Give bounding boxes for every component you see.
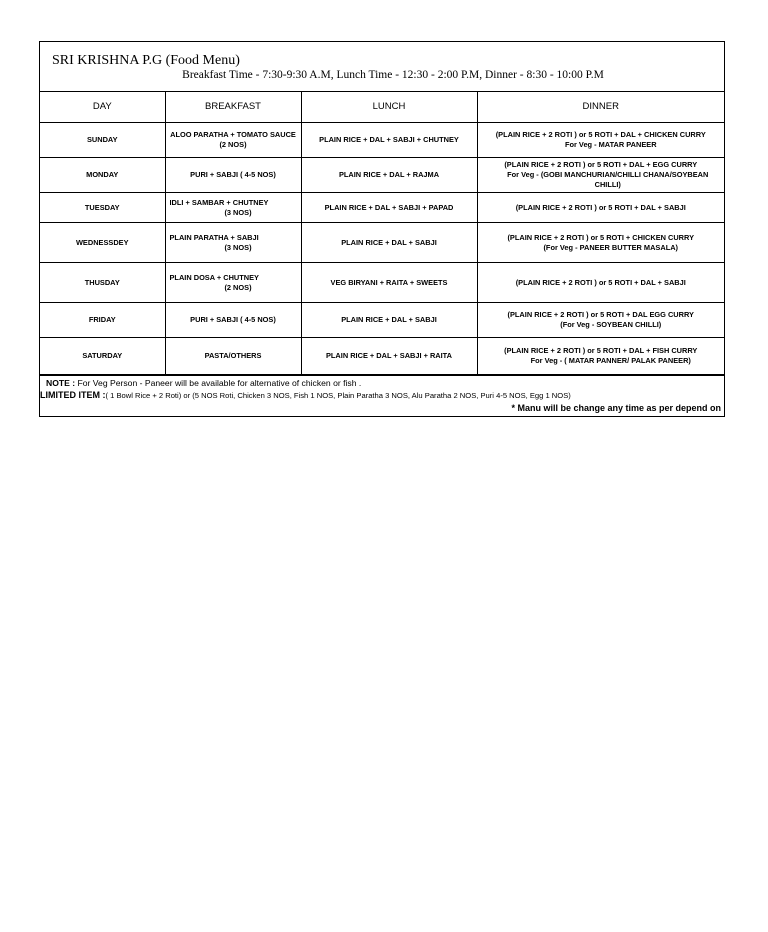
- dinner-veg: (For Veg - PANEER BUTTER MASALA): [543, 242, 679, 252]
- breakfast-cell: PURI + SABJI ( 4-5 NOS): [165, 158, 301, 193]
- dinner-cell: (PLAIN RICE + 2 ROTI ) or 5 ROTI + DAL + SABJI: [477, 193, 724, 223]
- table-row: [40, 193, 724, 223]
- breakfast-item: IDLI + SAMBAR + CHUTNEY: [169, 197, 269, 207]
- veg-note: [40, 377, 724, 389]
- day-cell: TUESDAY: [40, 193, 165, 223]
- dinner-veg: For Veg - ( MATAR PANNER/ PALAK PANEER): [530, 356, 691, 365]
- menu-footer: [40, 375, 724, 416]
- dinner-cell: (PLAIN RICE + 2 ROTI ) or 5 ROTI + DAL + SABJI: [477, 263, 724, 303]
- table-row: [40, 223, 724, 263]
- dinner-cell: [477, 123, 724, 158]
- breakfast-qty: (2 NOS): [224, 282, 252, 292]
- day-cell: WEDNESSDEY: [40, 223, 165, 263]
- table-row: [40, 303, 724, 338]
- limited-text: ( 1 Bowl Rice + 2 Roti) or (5 NOS Roti, Chicken 3 NOS, Fish 1 NOS, Plain Paratha 3 NOS, Alu Paratha 2 NOS, Puri 4-5 NOS, Egg 1 NOS): [105, 391, 571, 400]
- table-row: [40, 123, 724, 158]
- breakfast-item: PLAIN PARATHA + SABJI: [169, 232, 259, 242]
- breakfast-qty: (3 NOS): [224, 242, 252, 252]
- note-text: For Veg Person - Paneer will be available for alternative of chicken or fish .: [77, 378, 362, 388]
- table-row: [40, 338, 724, 375]
- day-cell: SUNDAY: [40, 123, 165, 158]
- day-cell: SATURDAY: [40, 338, 165, 375]
- breakfast-cell: [165, 193, 301, 223]
- dinner-cell: [477, 158, 724, 193]
- breakfast-qty: (3 NOS): [224, 207, 252, 217]
- day-cell: MONDAY: [40, 158, 165, 193]
- lunch-cell: PLAIN RICE + DAL + SABJI + PAPAD: [301, 193, 477, 223]
- breakfast-qty: (2 NOS): [219, 140, 247, 149]
- col-header-day: DAY: [40, 92, 165, 123]
- day-cell: THUSDAY: [40, 263, 165, 303]
- dinner-veg: (For Veg - SOYBEAN CHILLI): [560, 320, 662, 329]
- lunch-cell: PLAIN RICE + DAL + SABJI: [301, 303, 477, 338]
- table-row: [40, 263, 724, 303]
- breakfast-item: ALOO PARATHA + TOMATO SAUCE: [170, 130, 296, 140]
- menu-table: [40, 92, 724, 375]
- col-header-breakfast: BREAKFAST: [165, 92, 301, 123]
- breakfast-cell: [165, 223, 301, 263]
- breakfast-cell: [165, 263, 301, 303]
- lunch-cell: PLAIN RICE + DAL + SABJI + RAITA: [301, 338, 477, 375]
- menu-change-notice: * Manu will be change any time as per depend on: [511, 403, 721, 413]
- dinner-cell: [477, 303, 724, 338]
- food-menu-sheet: [39, 41, 725, 417]
- table-row: [40, 158, 724, 193]
- col-header-lunch: LUNCH: [301, 92, 477, 123]
- breakfast-cell: PASTA/OTHERS: [165, 338, 301, 375]
- lunch-cell: PLAIN RICE + DAL + SABJI: [301, 223, 477, 263]
- dinner-item: (PLAIN RICE + 2 ROTI ) or 5 ROTI + DAL + CHICKEN CURRY: [495, 130, 706, 140]
- col-header-dinner: DINNER: [477, 92, 724, 123]
- limited-label: LIMITED ITEM :: [40, 390, 106, 400]
- lunch-cell: PLAIN RICE + DAL + RAJMA: [301, 158, 477, 193]
- dinner-item: (PLAIN RICE + 2 ROTI ) or 5 ROTI + DAL EGG CURRY: [507, 310, 694, 320]
- dinner-item: (PLAIN RICE + 2 ROTI ) or 5 ROTI + DAL + EGG CURRY: [504, 160, 698, 170]
- dinner-item: (PLAIN RICE + 2 ROTI ) or 5 ROTI + DAL + FISH CURRY: [504, 346, 698, 356]
- breakfast-cell: [165, 123, 301, 158]
- day-cell: FRIDAY: [40, 303, 165, 338]
- menu-title: SRI KRISHNA P.G (Food Menu): [52, 53, 240, 68]
- limited-items: [40, 389, 724, 402]
- table-header-row: [40, 92, 724, 123]
- lunch-cell: VEG BIRYANI + RAITA + SWEETS: [301, 263, 477, 303]
- lunch-cell: PLAIN RICE + DAL + SABJI + CHUTNEY: [301, 123, 477, 158]
- dinner-item: (PLAIN RICE + 2 ROTI ) or 5 ROTI + CHICKEN CURRY: [507, 232, 695, 242]
- breakfast-cell: PURI + SABJI ( 4-5 NOS): [165, 303, 301, 338]
- dinner-veg: For Veg - MATAR PANEER: [564, 140, 657, 149]
- dinner-veg: For Veg - (GOBI MANCHURIAN/CHILLI CHANA/SOYBEAN CHILLI): [507, 170, 709, 189]
- dinner-cell: [477, 338, 724, 375]
- meal-times: Breakfast Time - 7:30-9:30 A.M, Lunch Time - 12:30 - 2:00 P.M, Dinner - 8:30 - 10:00 P.M: [182, 69, 604, 81]
- breakfast-item: PLAIN DOSA + CHUTNEY: [169, 272, 259, 282]
- dinner-cell: [477, 223, 724, 263]
- menu-header: [40, 42, 724, 92]
- note-label: NOTE :: [46, 378, 76, 388]
